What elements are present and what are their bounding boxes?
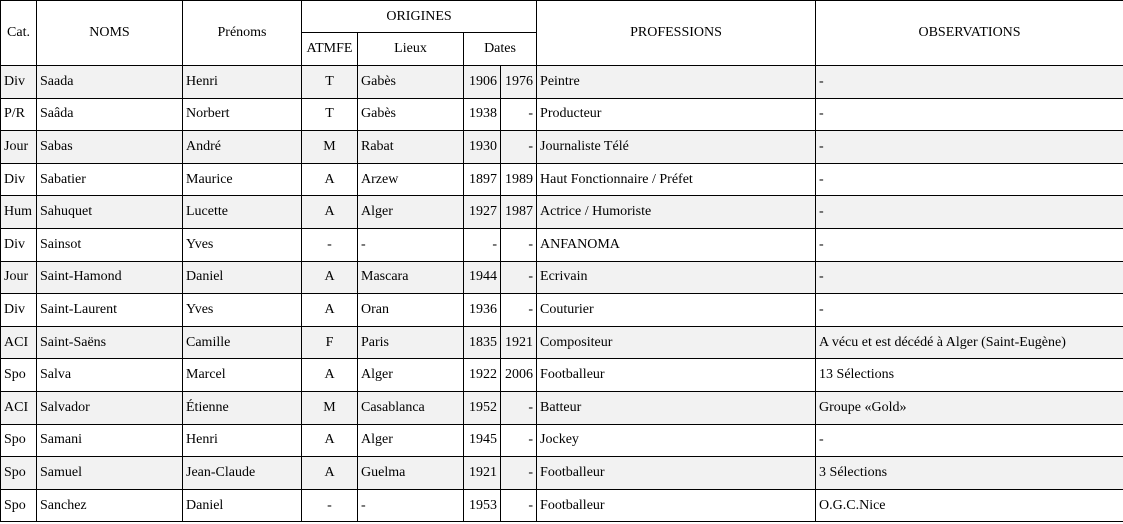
- cell-nom: Samani: [37, 424, 183, 457]
- cell-atmfe: A: [302, 294, 358, 327]
- cell-date-naissance: 1927: [464, 196, 501, 229]
- cell-nom: Saint-Laurent: [37, 294, 183, 327]
- cell-prenom: Jean-Claude: [183, 457, 302, 490]
- cell-cat: Div: [1, 66, 37, 99]
- cell-nom: Saint-Hamond: [37, 261, 183, 294]
- cell-atmfe: -: [302, 489, 358, 522]
- cell-prenom: Norbert: [183, 98, 302, 131]
- cell-lieu: Arzew: [358, 163, 464, 196]
- cell-lieu: Gabès: [358, 98, 464, 131]
- table-row: [1, 66, 1123, 99]
- cell-prenom: Daniel: [183, 489, 302, 522]
- cell-nom: Sanchez: [37, 489, 183, 522]
- cell-atmfe: A: [302, 163, 358, 196]
- table-row: [1, 163, 1123, 196]
- cell-profession: Couturier: [537, 294, 816, 327]
- cell-lieu: Alger: [358, 196, 464, 229]
- cell-profession: Actrice / Humoriste: [537, 196, 816, 229]
- cell-date-naissance: 1921: [464, 457, 501, 490]
- cell-prenom: Daniel: [183, 261, 302, 294]
- cell-profession: Footballeur: [537, 489, 816, 522]
- cell-date-deces: -: [501, 228, 537, 261]
- table-row: [1, 131, 1123, 164]
- header-prenoms: Prénoms: [183, 1, 302, 66]
- cell-lieu: Paris: [358, 326, 464, 359]
- header-lieux: Lieux: [358, 33, 464, 66]
- cell-observation: -: [816, 196, 1123, 229]
- cell-observation: -: [816, 66, 1123, 99]
- cell-date-deces: -: [501, 391, 537, 424]
- cell-date-naissance: 1835: [464, 326, 501, 359]
- table-body: [1, 66, 1123, 522]
- cell-lieu: Gabès: [358, 66, 464, 99]
- cell-atmfe: -: [302, 228, 358, 261]
- cell-lieu: Casablanca: [358, 391, 464, 424]
- table-row: [1, 196, 1123, 229]
- cell-atmfe: A: [302, 457, 358, 490]
- cell-prenom: Henri: [183, 66, 302, 99]
- cell-observation: 3 Sélections: [816, 457, 1123, 490]
- cell-atmfe: A: [302, 261, 358, 294]
- cell-nom: Saint-Saëns: [37, 326, 183, 359]
- cell-profession: ANFANOMA: [537, 228, 816, 261]
- cell-cat: Div: [1, 294, 37, 327]
- cell-cat: Spo: [1, 359, 37, 392]
- cell-profession: Haut Fonctionnaire / Préfet: [537, 163, 816, 196]
- cell-profession: Batteur: [537, 391, 816, 424]
- cell-date-naissance: 1944: [464, 261, 501, 294]
- cell-prenom: Marcel: [183, 359, 302, 392]
- cell-date-deces: -: [501, 489, 537, 522]
- cell-prenom: Henri: [183, 424, 302, 457]
- header-cat: Cat.: [1, 1, 37, 66]
- cell-cat: Div: [1, 228, 37, 261]
- cell-date-naissance: 1922: [464, 359, 501, 392]
- cell-lieu: Mascara: [358, 261, 464, 294]
- cell-prenom: Yves: [183, 228, 302, 261]
- cell-date-deces: 1987: [501, 196, 537, 229]
- cell-nom: Sahuquet: [37, 196, 183, 229]
- cell-lieu: -: [358, 228, 464, 261]
- cell-atmfe: A: [302, 424, 358, 457]
- cell-nom: Salvador: [37, 391, 183, 424]
- cell-profession: Footballeur: [537, 359, 816, 392]
- cell-profession: Producteur: [537, 98, 816, 131]
- cell-date-naissance: -: [464, 228, 501, 261]
- table-row: [1, 98, 1123, 131]
- table-row: [1, 294, 1123, 327]
- table-row: [1, 457, 1123, 490]
- cell-observation: -: [816, 261, 1123, 294]
- cell-date-naissance: 1936: [464, 294, 501, 327]
- table-row: [1, 424, 1123, 457]
- cell-observation: A vécu et est décédé à Alger (Saint-Eugène): [816, 326, 1123, 359]
- cell-observation: O.G.C.Nice: [816, 489, 1123, 522]
- cell-lieu: Guelma: [358, 457, 464, 490]
- cell-profession: Ecrivain: [537, 261, 816, 294]
- table-row: [1, 228, 1123, 261]
- header-origines: ORIGINES: [302, 1, 537, 33]
- cell-atmfe: A: [302, 196, 358, 229]
- cell-observation: 13 Sélections: [816, 359, 1123, 392]
- header-observations: OBSERVATIONS: [816, 1, 1123, 66]
- header-atmfe: ATMFE: [302, 33, 358, 66]
- cell-nom: Sainsot: [37, 228, 183, 261]
- cell-date-naissance: 1952: [464, 391, 501, 424]
- cell-cat: Hum: [1, 196, 37, 229]
- cell-profession: Compositeur: [537, 326, 816, 359]
- cell-observation: -: [816, 163, 1123, 196]
- table-row: [1, 359, 1123, 392]
- cell-date-deces: -: [501, 98, 537, 131]
- cell-prenom: Lucette: [183, 196, 302, 229]
- cell-date-deces: -: [501, 261, 537, 294]
- cell-date-naissance: 1930: [464, 131, 501, 164]
- cell-cat: Spo: [1, 489, 37, 522]
- cell-prenom: Étienne: [183, 391, 302, 424]
- cell-date-deces: 1989: [501, 163, 537, 196]
- cell-prenom: Camille: [183, 326, 302, 359]
- cell-atmfe: F: [302, 326, 358, 359]
- cell-date-deces: 1976: [501, 66, 537, 99]
- cell-cat: ACI: [1, 391, 37, 424]
- cell-observation: -: [816, 131, 1123, 164]
- cell-nom: Sabatier: [37, 163, 183, 196]
- cell-atmfe: T: [302, 98, 358, 131]
- cell-date-naissance: 1906: [464, 66, 501, 99]
- cell-lieu: Rabat: [358, 131, 464, 164]
- cell-profession: Jockey: [537, 424, 816, 457]
- cell-profession: Peintre: [537, 66, 816, 99]
- header-dates: Dates: [464, 33, 537, 66]
- cell-cat: ACI: [1, 326, 37, 359]
- cell-date-naissance: 1945: [464, 424, 501, 457]
- cell-atmfe: M: [302, 131, 358, 164]
- cell-date-deces: 1921: [501, 326, 537, 359]
- cell-observation: -: [816, 98, 1123, 131]
- cell-cat: P/R: [1, 98, 37, 131]
- cell-nom: Sabas: [37, 131, 183, 164]
- cell-date-naissance: 1897: [464, 163, 501, 196]
- cell-lieu: Alger: [358, 359, 464, 392]
- cell-observation: -: [816, 294, 1123, 327]
- cell-date-deces: -: [501, 424, 537, 457]
- cell-profession: Journaliste Télé: [537, 131, 816, 164]
- cell-prenom: Maurice: [183, 163, 302, 196]
- cell-atmfe: T: [302, 66, 358, 99]
- cell-date-deces: -: [501, 294, 537, 327]
- cell-date-naissance: 1953: [464, 489, 501, 522]
- cell-atmfe: A: [302, 359, 358, 392]
- cell-lieu: Oran: [358, 294, 464, 327]
- table-row: [1, 391, 1123, 424]
- cell-nom: Samuel: [37, 457, 183, 490]
- cell-lieu: Alger: [358, 424, 464, 457]
- cell-cat: Jour: [1, 131, 37, 164]
- cell-lieu: -: [358, 489, 464, 522]
- cell-cat: Spo: [1, 424, 37, 457]
- cell-date-deces: -: [501, 131, 537, 164]
- cell-observation: -: [816, 424, 1123, 457]
- cell-profession: Footballeur: [537, 457, 816, 490]
- table-row: [1, 261, 1123, 294]
- cell-prenom: André: [183, 131, 302, 164]
- header-professions: PROFESSIONS: [537, 1, 816, 66]
- table-row: [1, 489, 1123, 522]
- cell-cat: Jour: [1, 261, 37, 294]
- cell-cat: Spo: [1, 457, 37, 490]
- cell-date-deces: 2006: [501, 359, 537, 392]
- cell-observation: Groupe «Gold»: [816, 391, 1123, 424]
- cell-observation: -: [816, 228, 1123, 261]
- cell-atmfe: M: [302, 391, 358, 424]
- cell-date-naissance: 1938: [464, 98, 501, 131]
- cell-nom: Saada: [37, 66, 183, 99]
- cell-cat: Div: [1, 163, 37, 196]
- cell-nom: Saâda: [37, 98, 183, 131]
- table-row: [1, 326, 1123, 359]
- cell-nom: Salva: [37, 359, 183, 392]
- header-noms: NOMS: [37, 1, 183, 66]
- cell-date-deces: -: [501, 457, 537, 490]
- cell-prenom: Yves: [183, 294, 302, 327]
